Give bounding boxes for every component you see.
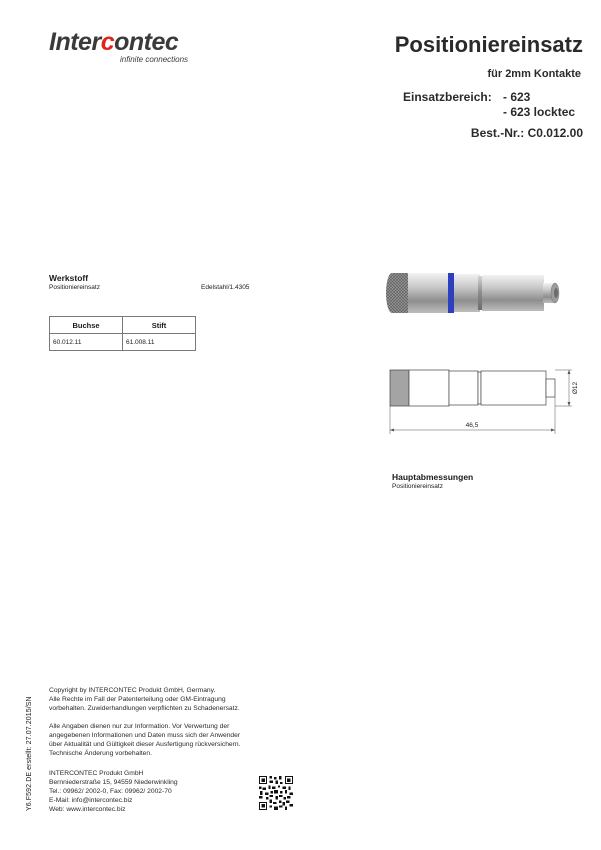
table-header-stift: Stift [123, 317, 196, 334]
brand-name-pre: Inter [49, 28, 101, 56]
range-label: Einsatzbereich: [403, 90, 492, 104]
order-value: C0.012.00 [527, 126, 583, 140]
table-header-buchse: Buchse [50, 317, 123, 334]
render-body-mid [454, 274, 480, 312]
table-cell-buchse: 60.012.11 [50, 334, 123, 351]
render-body-right [482, 275, 544, 311]
copyright-line: vorbehalten. Zuwiderhandlungen verpflichten zu Schadenersatz. [49, 705, 240, 712]
material-value: Edelstahl/1.4305 [201, 284, 250, 291]
disclaimer-line: über Aktualität und Gültigkeit dieser Ausfertigung rückversichern. [49, 741, 241, 748]
copyright-line: Alle Rechte im Fall der Patenterteilung oder GM-Eintragung [49, 696, 226, 703]
drawing-knurl [390, 370, 409, 406]
range-value-2: - 623 locktec [503, 105, 576, 119]
render-blue-band [448, 273, 454, 313]
disclaimer-line: Alle Angaben dienen nur zur Information. Vor Verwertung der [49, 723, 230, 730]
drawing-body-right [481, 371, 546, 405]
copyright-line: Copyright by INTERCONTEC Produkt GmbH, Germany. [49, 687, 216, 694]
brand-logo [49, 28, 178, 57]
web-link[interactable]: Web: www.intercontec.biz [49, 806, 126, 813]
render-knurl [392, 273, 408, 313]
brand-name-post: ontec [114, 28, 179, 56]
arrow-up [568, 370, 571, 374]
brand-tagline: infinite connections [120, 55, 189, 64]
email-link[interactable]: E-Mail: info@intercontec.biz [49, 797, 133, 804]
address-line: Tel.: 09962/ 2002-0, Fax: 09962/ 2002-70 [49, 788, 172, 795]
diameter-label: Ø12 [572, 381, 579, 395]
technical-drawing [380, 362, 580, 437]
dimensions-heading: Hauptabmessungen [392, 472, 474, 482]
copyright-block [49, 686, 240, 713]
arrow-left [390, 429, 394, 432]
render-tip-hole [554, 288, 558, 298]
material-heading: Werkstoff [49, 273, 89, 283]
drawing-body-left [409, 370, 449, 406]
arrow-down [568, 402, 571, 406]
length-label: 46,5 [465, 422, 479, 429]
arrow-right [551, 429, 555, 432]
document-id-note: Y6.F592.DE erstellt: 27.07.2015/SN [26, 696, 33, 811]
qr-code [259, 776, 293, 810]
contacts-table [49, 316, 196, 351]
render-groove [478, 276, 482, 310]
table-cell-stift: 61.008.11 [123, 334, 196, 351]
render-body-left [408, 273, 450, 313]
product-render [385, 268, 570, 318]
page-title: Positioniereinsatz [394, 32, 583, 57]
disclaimer-block [49, 722, 240, 758]
disclaimer-line: Technische Änderung vorbehalten. [49, 750, 152, 757]
address-line: INTERCONTEC Produkt GmbH [49, 770, 144, 777]
drawing-body-mid [449, 371, 478, 405]
address-line: Bernniederstraße 15, 94559 Niederwinkling [49, 779, 178, 786]
order-label: Best.-Nr.: [470, 126, 525, 140]
order-number [471, 126, 583, 140]
table-row [50, 334, 196, 351]
drawing-tip [546, 379, 555, 397]
address-block [49, 769, 178, 814]
disclaimer-line: angegebenen Informationen und Daten muss sich der Anwender [49, 732, 241, 739]
brand-name-accent: c [100, 28, 115, 56]
material-part: Positioniereinsatz [49, 284, 100, 291]
dimensions-part: Positioniereinsatz [392, 483, 443, 490]
drawing-groove [478, 372, 481, 404]
page-subtitle: für 2mm Kontakte [487, 68, 581, 80]
range-value-1: - 623 [503, 90, 531, 104]
